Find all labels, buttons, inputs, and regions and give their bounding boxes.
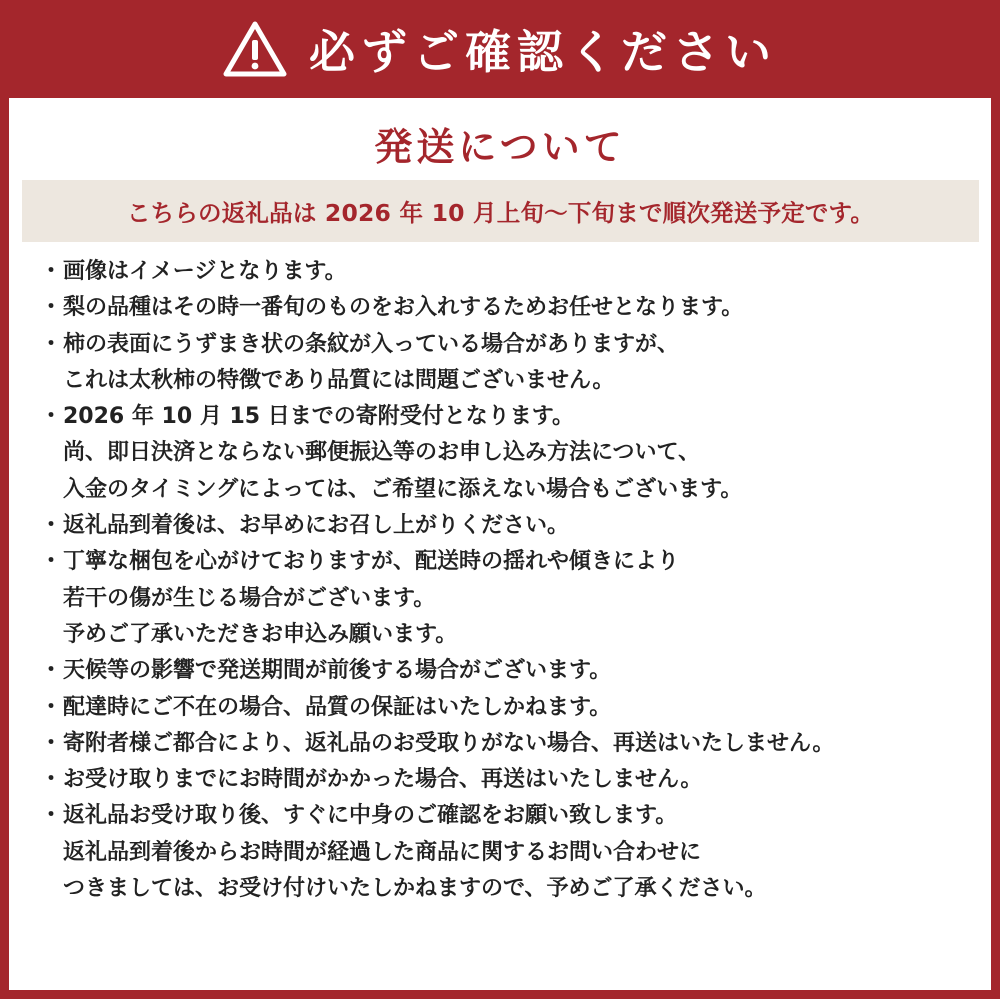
note-text: 予めご了承いただきお申込み願います。 [63, 621, 458, 647]
note-line [39, 690, 984, 726]
note-line [39, 871, 984, 907]
note-text: 天候等の影響で発送期間が前後する場合がございます。 [63, 658, 612, 684]
note-text: 入金のタイミングによっては、ご希望に添えない場合もございます。 [63, 476, 743, 502]
note-line [39, 435, 984, 471]
note-line [39, 544, 984, 580]
note-line [39, 327, 984, 363]
bullet-marker: ・ [39, 295, 62, 321]
shipping-notice: こちらの返礼品は 2026 年 10 月上旬～下旬まで順次発送予定です。 [126, 199, 875, 227]
note-text: 柿の表面にうずまき状の条紋が入っている場合がありますが、 [63, 331, 680, 357]
note-line [39, 653, 984, 689]
note-line [39, 835, 984, 871]
note-line [39, 254, 984, 290]
note-line [39, 363, 984, 399]
bullet-marker: ・ [39, 513, 62, 539]
header-banner [0, 0, 1000, 98]
bullet-marker: ・ [39, 549, 62, 575]
note-line [39, 617, 984, 653]
bullet-marker: ・ [39, 730, 62, 756]
note-line [39, 581, 984, 617]
note-line [39, 726, 984, 762]
notes-list [39, 254, 984, 907]
bullet-marker: ・ [39, 694, 62, 720]
note-text: お受け取りまでにお時間がかかった場合、再送はいたしません。 [63, 767, 703, 793]
note-text: 返礼品お受け取り後、すぐに中身のご確認をお願い致します。 [63, 803, 678, 829]
note-text: 2026 年 10 月 15 日までの寄附受付となります。 [63, 404, 574, 430]
note-line [39, 798, 984, 834]
shipping-notice-band [22, 180, 979, 242]
note-line [39, 762, 984, 798]
note-text: 寄附者様ご都合により、返礼品のお受取りがない場合、再送はいたしません。 [63, 730, 835, 756]
note-line [39, 472, 984, 508]
bullet-marker: ・ [39, 331, 62, 357]
note-line [39, 290, 984, 326]
note-text: 画像はイメージとなります。 [63, 259, 347, 284]
bullet-marker: ・ [39, 404, 62, 430]
section-title: 発送について [374, 125, 626, 169]
header-title: 必ずご確認ください [309, 25, 777, 79]
note-line [39, 399, 984, 435]
note-text: 丁寧な梱包を心がけておりますが、配送時の揺れや傾きにより [63, 549, 680, 575]
note-text: 返礼品到着後からお時間が経過した商品に関するお問い合わせに [63, 839, 702, 865]
content-panel [9, 98, 991, 990]
bullet-marker: ・ [39, 259, 62, 284]
note-text: 配達時にご不在の場合、品質の保証はいたしかねます。 [63, 694, 612, 720]
note-text: 尚、即日決済とならない郵便振込等のお申し込み方法について、 [63, 440, 701, 466]
note-text: これは太秋柿の特徴であり品質には問題ございません。 [63, 367, 615, 393]
note-text: 返礼品到着後は、お早めにお召し上がりください。 [63, 513, 570, 539]
note-text: 梨の品種はその時一番旬のものをお入れするためお任せとなります。 [63, 295, 744, 321]
note-line [39, 508, 984, 544]
bullet-marker: ・ [39, 803, 62, 829]
warning-triangle-icon [223, 20, 287, 78]
bullet-marker: ・ [39, 658, 62, 684]
note-text: 若干の傷が生じる場合がございます。 [63, 585, 436, 611]
note-text: つきましては、お受け付けいたしかねますので、予めご了承ください。 [63, 876, 767, 902]
bullet-marker: ・ [39, 767, 62, 793]
